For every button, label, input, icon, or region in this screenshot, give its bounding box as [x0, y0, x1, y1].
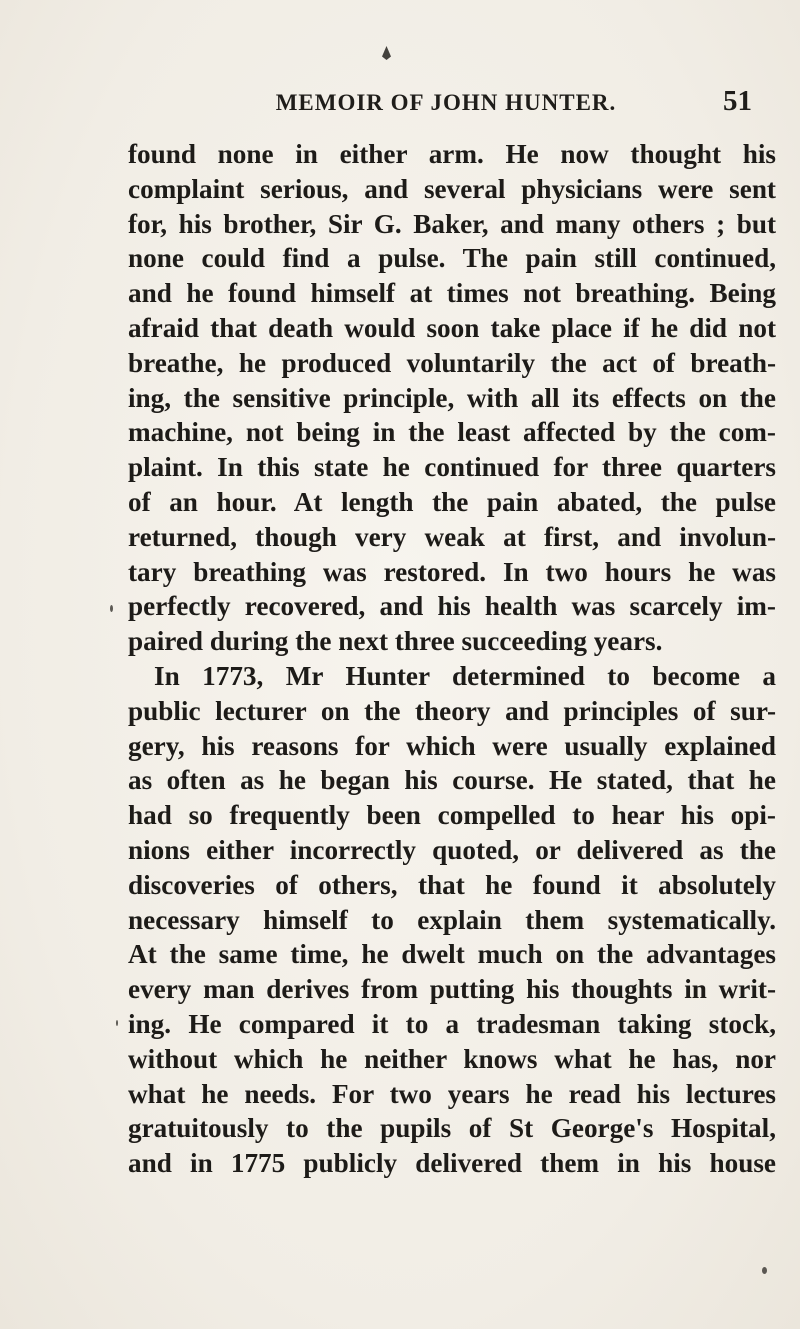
printing-mark-icon [382, 46, 391, 60]
body-text [128, 137, 776, 1181]
text-line: ing, the sensitive principle, with all its effects on the [128, 382, 776, 413]
text-line: for, his brother, Sir G. Baker, and many others ; but [128, 208, 776, 239]
text-line: every man derives from putting his thoughts in writ- [128, 974, 776, 1005]
text-line: paired during the next three succeeding years. [128, 626, 663, 657]
text-line: discoveries of others, that he found it absolutely [128, 869, 776, 900]
text-line: necessary himself to explain them systematically. [128, 904, 776, 935]
text-line: tary breathing was restored. In two hours he was [128, 556, 776, 587]
text-line: machine, not being in the least affected by the com- [128, 417, 776, 448]
page-speck [116, 1020, 118, 1026]
text-line: complaint serious, and several physicians were sent [128, 173, 776, 204]
text-line: what he needs. For two years he read his lectures [128, 1078, 776, 1109]
paragraph-start-line: In 1773, Mr Hunter determined to become a [154, 660, 776, 691]
text-line: afraid that death would soon take place if he did not [128, 312, 776, 343]
text-line: as often as he began his course. He stated, that he [128, 765, 776, 796]
running-head: MEMOIR OF JOHN HUNTER. [275, 90, 617, 115]
text-line: without which he neither knows what he has, nor [128, 1043, 776, 1074]
text-line: none could find a pulse. The pain still continued, [128, 243, 776, 274]
text-line: gratuitously to the pupils of St George's Hospital, [128, 1113, 776, 1144]
text-line: found none in either arm. He now thought his [128, 139, 776, 169]
text-line: breathe, he produced voluntarily the act of breath- [128, 347, 776, 378]
text-line: gery, his reasons for which were usually explained [128, 730, 776, 761]
text-line: had so frequently been compelled to hear his opi- [128, 800, 776, 831]
page-number: 51 [723, 85, 752, 117]
page-speck [110, 605, 113, 612]
text-line: ing. He compared it to a tradesman taking stock, [128, 1008, 776, 1039]
page-header [140, 86, 752, 120]
text-line: At the same time, he dwelt much on the advantages [128, 939, 776, 970]
text-line: perfectly recovered, and his health was scarcely im- [128, 591, 776, 622]
text-line: nions either incorrectly quoted, or delivered as the [128, 834, 776, 865]
page-speck [762, 1267, 767, 1274]
text-line: public lecturer on the theory and principles of sur- [128, 695, 776, 726]
text-line: and he found himself at times not breathing. Being [128, 278, 776, 309]
text-line: of an hour. At length the pain abated, the pulse [128, 486, 776, 517]
text-line: plaint. In this state he continued for three quarters [128, 452, 776, 483]
text-line: and in 1775 publicly delivered them in his house [128, 1148, 776, 1179]
text-line: returned, though very weak at first, and involun- [128, 521, 776, 552]
